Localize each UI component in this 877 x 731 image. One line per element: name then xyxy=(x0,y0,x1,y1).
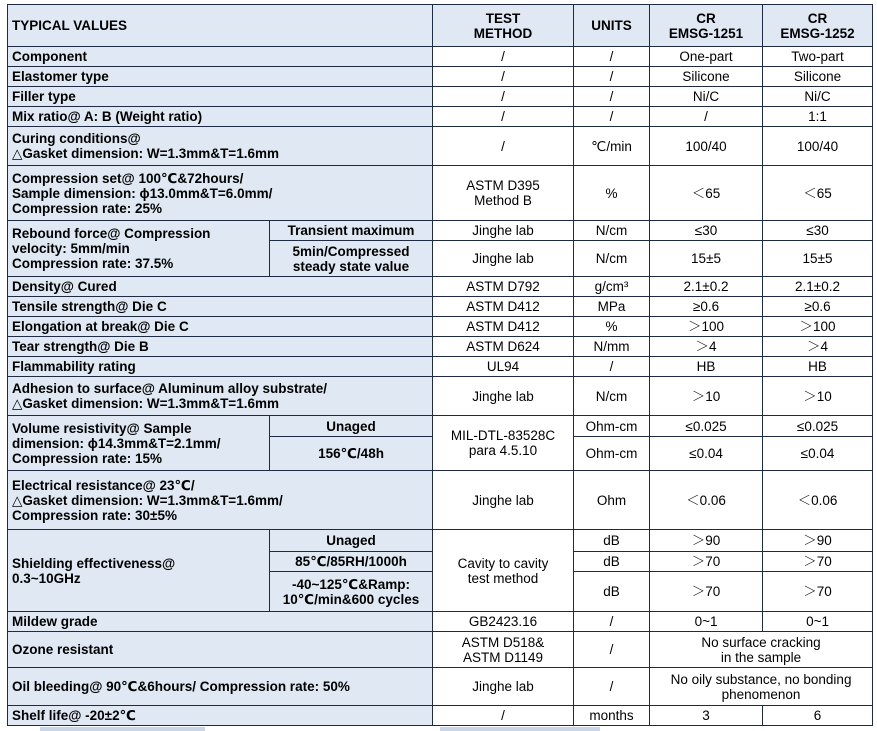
units: N/cm xyxy=(574,221,650,241)
table-row-mix-ratio xyxy=(8,107,873,127)
test-method: ASTM D518& ASTM D1149 xyxy=(433,632,574,668)
test-method: / xyxy=(433,107,574,127)
value-1251: ＞4 xyxy=(650,337,763,357)
param-label: Volume resistivity@ Sample dimension: ϕ14.3mm&T=2.1mm/ Compression rate: 15% xyxy=(8,416,270,471)
table-row-component xyxy=(8,47,873,67)
test-method: Jinghe lab xyxy=(433,668,574,706)
value-1251: ＜0.06 xyxy=(650,471,763,530)
table-row-elongation xyxy=(8,317,873,337)
value-1251: ＜65 xyxy=(650,166,763,221)
value-1251: ＞10 xyxy=(650,377,763,416)
value-1252: 100/40 xyxy=(763,127,873,166)
value-1252: Silicone xyxy=(763,67,873,87)
param-label: Component xyxy=(8,47,433,67)
sub-condition: Transient maximum xyxy=(270,221,433,241)
param-label: Oil bleeding@ 90℃&6hours/ Compression rate: 50% xyxy=(8,668,433,706)
value-1252: HB xyxy=(763,357,873,377)
test-method: ASTM D412 xyxy=(433,317,574,337)
test-method: / xyxy=(433,47,574,67)
header-product-1251: CR EMSG-1251 xyxy=(650,5,763,47)
value-1251: HB xyxy=(650,357,763,377)
units: % xyxy=(574,166,650,221)
test-method: / xyxy=(433,127,574,166)
value-1252: ＞70 xyxy=(763,552,873,572)
test-method: GB2423.16 xyxy=(433,612,574,632)
value-1251: ≤30 xyxy=(650,221,763,241)
test-method: ASTM D792 xyxy=(433,277,574,297)
param-label: Shelf life@ -20±2℃ xyxy=(8,706,433,726)
table-row-shelf-life xyxy=(8,706,873,726)
test-method: / xyxy=(433,87,574,107)
value-1252: 0~1 xyxy=(763,612,873,632)
units: % xyxy=(574,317,650,337)
value-1252: 2.1±0.2 xyxy=(763,277,873,297)
param-label: Curing conditions@ △Gasket dimension: W=1.3mm&T=1.6mm xyxy=(8,127,433,166)
header-test-method: TEST METHOD xyxy=(433,5,574,47)
sub-condition: 85℃/85RH/1000h xyxy=(270,552,433,572)
sub-condition: -40~125℃&Ramp: 10℃/min&600 cycles xyxy=(270,572,433,612)
value-1251: 15±5 xyxy=(650,241,763,277)
param-label: Tear strength@ Die B xyxy=(8,337,433,357)
table-row-mildew xyxy=(8,612,873,632)
sub-condition: 5min/Compressed steady state value xyxy=(270,241,433,277)
value-1251: 100/40 xyxy=(650,127,763,166)
value-1252: ≤0.025 xyxy=(763,416,873,437)
table-row-tensile xyxy=(8,297,873,317)
table-row-elastomer xyxy=(8,67,873,87)
units: g/cm³ xyxy=(574,277,650,297)
value-shared: No surface cracking in the sample xyxy=(650,632,873,668)
value-1251: ＞70 xyxy=(650,572,763,612)
header-row xyxy=(8,5,873,47)
value-1252: ≤30 xyxy=(763,221,873,241)
value-1251: ＞70 xyxy=(650,552,763,572)
table-row-compression-set xyxy=(8,166,873,221)
value-1252: ＜0.06 xyxy=(763,471,873,530)
table-row-filler xyxy=(8,87,873,107)
param-label: Compression set@ 100℃&72hours/ Sample dimension: ϕ13.0mm&T=6.0mm/ Compression rate: 25% xyxy=(8,166,433,221)
footer-decoration-left xyxy=(40,727,205,731)
units: / xyxy=(574,612,650,632)
units: Ohm-cm xyxy=(574,416,650,437)
value-1251: Ni/C xyxy=(650,87,763,107)
units: / xyxy=(574,668,650,706)
sub-condition: Unaged xyxy=(270,530,433,552)
table-row-ozone xyxy=(8,632,873,668)
table-row-rebound-transient xyxy=(8,221,873,241)
param-label: Filler type xyxy=(8,87,433,107)
sub-condition: 156℃/48h xyxy=(270,437,433,471)
header-units: UNITS xyxy=(574,5,650,47)
value-1252: ≤0.04 xyxy=(763,437,873,471)
test-method: ASTM D395 Method B xyxy=(433,166,574,221)
value-1251: ＞100 xyxy=(650,317,763,337)
value-1251: ≤0.025 xyxy=(650,416,763,437)
param-label: Shielding effectiveness@ 0.3~10GHz xyxy=(8,530,270,612)
table-row-density xyxy=(8,277,873,297)
units: Ohm-cm xyxy=(574,437,650,471)
header-product-1252: CR EMSG-1252 xyxy=(763,5,873,47)
param-label: Rebound force@ Compression velocity: 5mm/min Compression rate: 37.5% xyxy=(8,221,270,277)
units: / xyxy=(574,67,650,87)
units: / xyxy=(574,632,650,668)
param-label: Mildew grade xyxy=(8,612,433,632)
units: dB xyxy=(574,552,650,572)
param-label: Ozone resistant xyxy=(8,632,433,668)
table-row-tear xyxy=(8,337,873,357)
test-method: / xyxy=(433,706,574,726)
units: Ohm xyxy=(574,471,650,530)
value-1251: 3 xyxy=(650,706,763,726)
value-1252: ＞4 xyxy=(763,337,873,357)
value-1252: ≥0.6 xyxy=(763,297,873,317)
value-1252: ＞100 xyxy=(763,317,873,337)
test-method: Jinghe lab xyxy=(433,377,574,416)
value-1252: ＞10 xyxy=(763,377,873,416)
value-1252: 15±5 xyxy=(763,241,873,277)
value-shared: No oily substance, no bonding phenomenon xyxy=(650,668,873,706)
units: N/mm xyxy=(574,337,650,357)
value-1251: ＞90 xyxy=(650,530,763,552)
table-row-electrical xyxy=(8,471,873,530)
units: / xyxy=(574,107,650,127)
test-method: Jinghe lab xyxy=(433,241,574,277)
param-label: Mix ratio@ A: B (Weight ratio) xyxy=(8,107,433,127)
table-row-curing xyxy=(8,127,873,166)
units: dB xyxy=(574,530,650,552)
param-label: Tensile strength@ Die C xyxy=(8,297,433,317)
param-label: Elongation at break@ Die C xyxy=(8,317,433,337)
value-1251: Silicone xyxy=(650,67,763,87)
value-1251: One-part xyxy=(650,47,763,67)
value-1251: ≤0.04 xyxy=(650,437,763,471)
value-1251: 0~1 xyxy=(650,612,763,632)
test-method: UL94 xyxy=(433,357,574,377)
param-label: Adhesion to surface@ Aluminum alloy substrate/ △Gasket dimension: W=1.3mm&T=1.6mm xyxy=(8,377,433,416)
units: dB xyxy=(574,572,650,612)
value-1252: Ni/C xyxy=(763,87,873,107)
value-1252: ＞70 xyxy=(763,572,873,612)
test-method: Cavity to cavity test method xyxy=(433,530,574,612)
value-1251: 2.1±0.2 xyxy=(650,277,763,297)
table-row-flammability xyxy=(8,357,873,377)
units: N/cm xyxy=(574,377,650,416)
table-row-shielding-unaged xyxy=(8,530,873,552)
footer-decoration-right xyxy=(440,727,600,731)
table-row-adhesion xyxy=(8,377,873,416)
param-label: Flammability rating xyxy=(8,357,433,377)
param-label: Elastomer type xyxy=(8,67,433,87)
test-method: ASTM D412 xyxy=(433,297,574,317)
units: / xyxy=(574,47,650,67)
param-label: Density@ Cured xyxy=(8,277,433,297)
units: N/cm xyxy=(574,241,650,277)
test-method: Jinghe lab xyxy=(433,221,574,241)
value-1251: ≥0.6 xyxy=(650,297,763,317)
value-1252: Two-part xyxy=(763,47,873,67)
typical-values-table xyxy=(7,4,873,726)
param-label: Electrical resistance@ 23℃/ △Gasket dimension: W=1.3mm&T=1.6mm/ Compression rate: 30±5% xyxy=(8,471,433,530)
value-1251: / xyxy=(650,107,763,127)
value-1252: ＞90 xyxy=(763,530,873,552)
table-row-volume-unaged xyxy=(8,416,873,437)
test-method: MIL-DTL-83528C para 4.5.10 xyxy=(433,416,574,471)
test-method: Jinghe lab xyxy=(433,471,574,530)
units: ℃/min xyxy=(574,127,650,166)
value-1252: ＜65 xyxy=(763,166,873,221)
value-1252: 1:1 xyxy=(763,107,873,127)
sub-condition: Unaged xyxy=(270,416,433,437)
test-method: / xyxy=(433,67,574,87)
units: months xyxy=(574,706,650,726)
value-1252: 6 xyxy=(763,706,873,726)
units: / xyxy=(574,87,650,107)
header-typical-values: TYPICAL VALUES xyxy=(8,5,433,47)
table-row-oil-bleeding xyxy=(8,668,873,706)
test-method: ASTM D624 xyxy=(433,337,574,357)
units: MPa xyxy=(574,297,650,317)
units: / xyxy=(574,357,650,377)
